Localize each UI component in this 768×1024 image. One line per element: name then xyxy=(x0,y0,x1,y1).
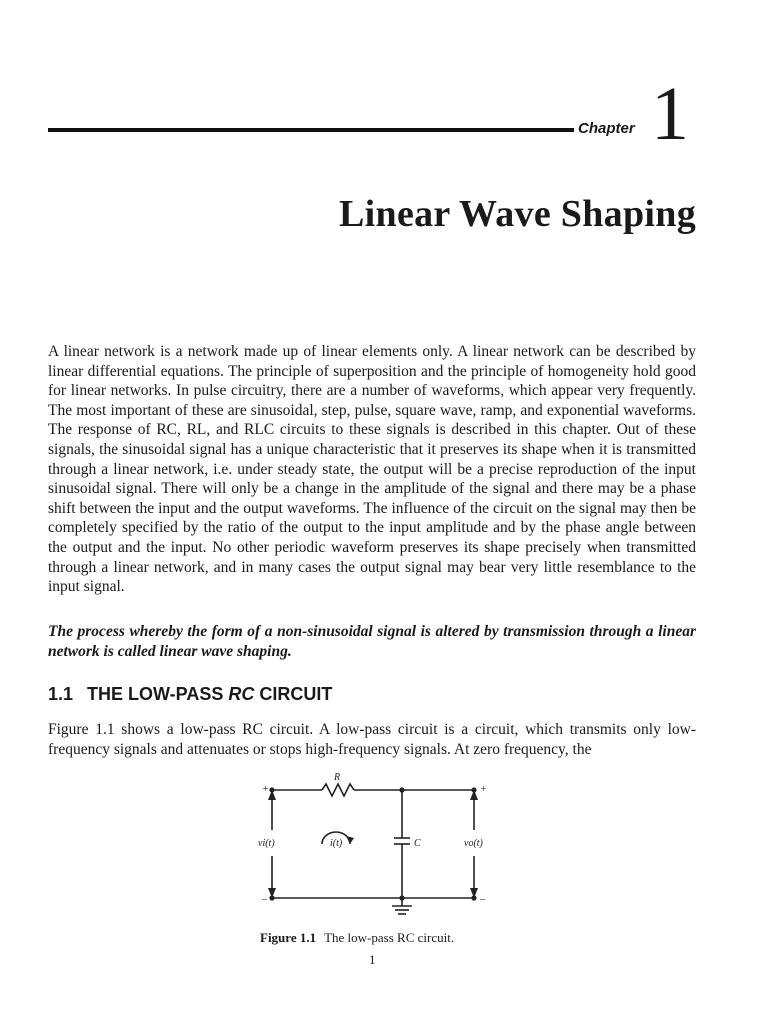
input-minus-label: – xyxy=(262,894,267,905)
chapter-label: Chapter xyxy=(578,120,635,137)
section-title-italic: RC xyxy=(228,684,255,704)
output-voltage-label: vo(t) xyxy=(464,838,483,849)
resistor-symbol xyxy=(322,784,354,796)
resistor-label: R xyxy=(334,772,341,783)
section-heading xyxy=(48,684,332,705)
input-arrowhead-top xyxy=(268,790,276,800)
output-arrowhead-top xyxy=(470,790,478,800)
rc-circuit-diagram xyxy=(248,770,508,920)
figure-caption xyxy=(260,930,454,946)
junction-top xyxy=(399,787,404,792)
input-voltage-label: vi(t) xyxy=(258,838,275,849)
section-title-post: CIRCUIT xyxy=(254,684,333,704)
current-label: i(t) xyxy=(330,838,343,849)
input-arrowhead-bottom xyxy=(268,888,276,898)
chapter-title: Linear Wave Shaping xyxy=(339,193,696,235)
section-paragraph: Figure 1.1 shows a low-pass RC circuit. A low-pass circuit is a circuit, which transmits only low-frequency signals and attenuates or stops high-frequency signals. At zero frequency, the xyxy=(48,721,696,758)
junction-bottom xyxy=(399,895,404,900)
output-plus-label: + xyxy=(480,784,487,795)
intro-paragraph: A linear network is a network made up of linear elements only. A linear network can be described by linear differential equations. The principle of superposition and the principle of homogeneity hold good for linear networks. In pulse circuitry, there are a number of waveforms, which appear very frequently. The most important of these are sinusoidal, step, pulse, square wave, ramp, and exponential waveforms. The response of RC, RL, and RLC circuits to these signals is described in this chapter. Out of these signals, the sinusoidal signal has a unique characteristic that it preserves its shape when it is transmitted through a linear network, i.e. under steady state, the output will be a precise reproduction of the input sinusoidal signal. There will only be a change in the amplitude of the signal and there may be a phase shift between the input and the output waveforms. The influence of the circuit on the signal may then be completely specified by the ratio of the output to the input amplitude and by the phase angle between the output and the input. No other periodic waveform preserves its shape precisely when transmitted through a linear network, and in many cases the output signal may bear very little resemblance to the input signal. xyxy=(48,343,696,596)
capacitor-label: C xyxy=(414,838,421,849)
output-minus-label: – xyxy=(480,894,485,905)
figure-caption-label: Figure 1.1 xyxy=(260,930,317,945)
chapter-number: 1 xyxy=(651,72,689,156)
definition-paragraph: The process whereby the form of a non-sinusoidal signal is altered by transmission through a linear network is called linear wave shaping. xyxy=(48,623,696,660)
section-number: 1.1 xyxy=(48,684,74,704)
page-number: 1 xyxy=(369,952,376,967)
output-arrowhead-bottom xyxy=(470,888,478,898)
section-title-pre: THE LOW-PASS xyxy=(87,684,229,704)
circuit-figure xyxy=(248,770,508,920)
current-arrowhead xyxy=(346,836,354,844)
figure-caption-text: The low-pass RC circuit. xyxy=(324,930,455,945)
input-plus-label: + xyxy=(262,784,269,795)
chapter-rule xyxy=(48,128,574,132)
